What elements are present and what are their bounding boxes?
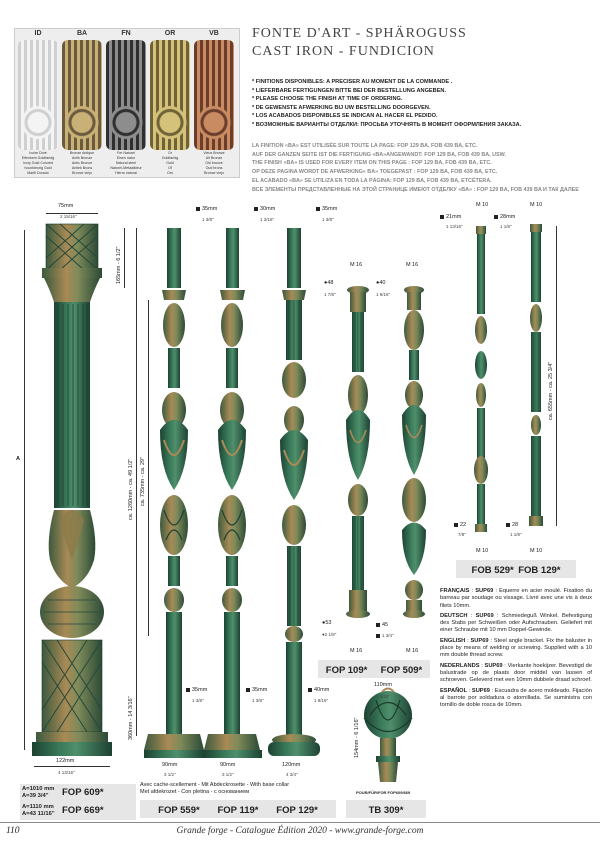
finish-desc-line: Oud brons: [205, 166, 223, 170]
fop119-bottom-in: 1 3/8": [252, 698, 264, 703]
fop509-d45: [376, 622, 388, 628]
finish-desc-line: Of: [168, 166, 172, 170]
fop509-d45-mm: 45: [382, 622, 389, 628]
ba-note: ВСЕ ЭЛЕМЕНТЫ ПРЕДСТАВЛЕННЫЕ НА ЭТОЙ СТРАНИЦЕ ИМЕЮТ ОТДЕЛКУ «BA» : FOP 129 BA, FOB 439 BA И ТАК ДАЛЕЕ: [252, 186, 579, 193]
dim-line: [24, 230, 25, 750]
fob529-code-box: [456, 560, 576, 578]
dim-line: [136, 636, 137, 736]
fop509-d45-in: [376, 633, 394, 638]
code-fob529: FOB 529*: [471, 565, 514, 576]
collar-caption-1: Avec cache-scellement - Mit Abdeckrosette - With base collar: [140, 782, 290, 788]
fop609-a4: A=43 11/16": [22, 811, 55, 817]
code-fop129: FOP 129*: [276, 805, 318, 816]
tb309-width-mm: 110mm: [374, 682, 392, 688]
fop559-bottom: [186, 687, 207, 693]
fop559-top: [196, 206, 217, 212]
finish-desc-line: Old bronze: [205, 161, 223, 165]
fop119-width-mm: 90mm: [220, 762, 236, 768]
finish-desc-line: Alt Bronze: [205, 156, 223, 160]
fop129-post: [268, 228, 320, 756]
desc-nl-lang: NEDERLANDS: [440, 662, 480, 669]
fop559-width-mm: 90mm: [162, 762, 178, 768]
fop509-d40: ●40: [376, 280, 386, 286]
finish-desc-line: Ivoorkleurig Gold: [24, 166, 52, 170]
fob529-d21: [440, 214, 461, 220]
code-fop509: FOP 509*: [380, 665, 423, 676]
fop609-bottom-mm: 122mm: [56, 758, 75, 764]
fop559-bottom-mm: 35mm: [192, 687, 208, 693]
desc-nl-ref: SUP69: [484, 662, 503, 669]
finish-swatch-or: [150, 40, 190, 150]
fob129-d28-mm: 28mm: [500, 214, 516, 220]
fob529-d21-mm: 21mm: [446, 214, 462, 220]
finish-desc-line: Elfenbein Goldfarbig: [21, 156, 55, 160]
desc-en-text: : Steel angle bracket. Fix the baluster in place by means of welding or screwing. Supplied with a 10 mm double thread screw.: [440, 637, 592, 659]
finish-code-fn: FN: [121, 30, 131, 37]
desc-de-ref: SUP69: [475, 612, 494, 619]
fop609-top-mm: 75mm: [58, 203, 74, 209]
fop109-post: [346, 286, 370, 618]
tb309-height: 154mm - 6 1/16": [354, 717, 360, 758]
finish-desc-line: Bronze Antique: [69, 151, 95, 155]
fop509-d40-in: 1 9/16": [376, 292, 391, 297]
ba-note: OP DEZE PAGINA WORDT DE AFWERKING« BA» TOEGEPAST : FOP 129 BA, FOB 439 BA, ETC.: [252, 169, 498, 176]
fop559-bottom-in: 1 3/8": [192, 698, 204, 703]
desc-nl: NEDERLANDS : SUP69 : Vierkante hoekijzer. Bevestigd de balustrade op de plaats door middel van lassen of schroeven. Geleverd met een 10mm dubbele draad schroef.: [440, 662, 592, 684]
finish-swatch-fn: [106, 40, 146, 150]
finish-code-ba: BA: [76, 30, 88, 37]
fop119-top-in: 1 3/16": [260, 217, 275, 222]
finish-desc-line: Ivoire Doré: [29, 151, 47, 155]
finish-desc-line: Oro: [167, 171, 173, 175]
finish-note: * DE GEWENSTE AFWERKING BIJ UW BESTELLING DOORGEVEN.: [252, 104, 431, 111]
tb309-caption: POUR/FÜR/FOR FOP609/669: [356, 790, 411, 795]
fob529-post: [474, 226, 488, 532]
title-cast-iron: CAST IRON - FUNDICION: [252, 44, 435, 59]
fob129-d28: [494, 214, 515, 220]
fop119-top: [254, 206, 275, 212]
finish-desc-line: Bronce viejo: [204, 171, 224, 175]
finish-note: * LOS ACABADOS DISPONIBLES SE INDICAN AL HACER EL PEDIDO.: [252, 113, 438, 120]
fop609-a2: A=39 3/4": [22, 793, 49, 799]
finish-note: * ВОЗМОЖНЫЕ ВАРИАНТЫ ОТДЕЛКИ: ПРОСЬБА УТОЧНЯТЬ В МОМЕНТ ОФОРМЛЕНИЯ ЗАКАЗА.: [252, 121, 522, 128]
sup69-descriptions: [440, 588, 592, 712]
fob129-m10-bottom: M 10: [530, 548, 543, 554]
fop109-d53-in-val: 2 1/8": [324, 632, 337, 637]
fop109-d53-in: ●2 1/8": [322, 632, 337, 637]
desc-de-lang: DEUTSCH: [440, 612, 468, 619]
fop509-post: [402, 286, 426, 618]
footer-text: Grande forge - Catalogue Édition 2020 - www.grande-forge.com: [176, 826, 424, 836]
fop119-bottom: [246, 687, 267, 693]
fop109-code-box: [318, 660, 430, 678]
fob529-d22: [454, 522, 466, 528]
fop559-top-mm: 35mm: [202, 206, 218, 212]
code-fop669: FOP 669*: [62, 805, 104, 816]
tb309-code-box: [346, 800, 426, 818]
desc-es-lang: ESPAÑOL: [440, 687, 468, 694]
finish-desc-fn: [103, 151, 149, 176]
fop129-width-mm: 120mm: [282, 762, 301, 768]
dim-1260: ca. 1260mm - ca. 49 1/2": [128, 458, 134, 520]
code-fop119: FOP 119*: [217, 805, 259, 816]
fop559-top-in: 1 3/8": [202, 217, 214, 222]
finish-desc-line: Or: [168, 151, 172, 155]
finish-desc-line: Vieux Bronze: [203, 151, 225, 155]
fob529-d21-in: 1 13/16": [446, 224, 463, 229]
fop609-post: [32, 224, 112, 756]
fop129-bottom-in: 1 9/16": [314, 698, 329, 703]
finish-desc-line: Antiek Brons: [71, 166, 93, 170]
dim-165: 165mm - 6 1/2": [116, 246, 122, 284]
fob129-d28-in: 1 1/8": [500, 224, 512, 229]
dim-735: ca. 735mm - ca. 29": [140, 456, 146, 506]
fop109-m16-bottom: M 16: [350, 648, 363, 654]
fop119-bottom-mm: 35mm: [252, 687, 268, 693]
collar-caption-2: Met afdekrozet - Con pletina - с основанием: [140, 789, 250, 795]
fop129-top: [316, 206, 337, 212]
ba-note: THE FINISH «BA» IS USED FOR EVERY ITEM ON THIS PAGE : FOP 129 BA, FOB 439 BA, ETC.: [252, 160, 492, 167]
ba-note: EL ACABADO «BA» SE UTILIZA EN TODA LA PÁGINA: FOP 129 BA, FOB 439 BA, ETCÉTERA.: [252, 177, 492, 184]
desc-de: DEUTSCH : SUP69 : Schmiedeguß Winkel. Befestigung des Stabs per Schweißen oder Aufschrauben. Geliefert mit einer Schraube mit 10 mm Doppel-Gewinde.: [440, 612, 592, 634]
code-fop559: FOP 559*: [158, 805, 200, 816]
fop609-bottom-in: 4 13/16": [58, 770, 75, 775]
fop609-a1: A=1010 mm: [22, 786, 55, 792]
finish-swatch-id: [18, 40, 58, 150]
desc-fr-text: : Equerre en acier moulé. Fixation du barreau par soudage ou vissage. Livré avec une vis à deux filets 10mm.: [440, 588, 592, 609]
finish-note: * LIEFERBARE FERTIGUNGEN BITTE BEI DER BESTELLUNG ANGEBEN.: [252, 87, 447, 94]
fop609-a-values: [22, 786, 55, 818]
fop129-width-in: 4 3/4": [286, 772, 298, 777]
finish-desc-line: Goldfarbig: [161, 156, 179, 160]
fop129-bottom-mm: 40mm: [314, 687, 330, 693]
dim-line: [124, 228, 125, 288]
finish-desc-line: Natural steel: [115, 161, 137, 165]
desc-es-text: : Escuadra de acero moldeado. Fijación al barrote por soldadura o atornillada. Se suministra con tornillo de doble rosca de 10mm.: [440, 687, 592, 709]
finish-desc-line: Ivory Gold Colored: [23, 161, 53, 165]
fop559-post: [144, 228, 204, 758]
finish-swatch-ba: [62, 40, 102, 150]
finish-desc-line: Fer Naturel: [117, 151, 135, 155]
page-number: 110: [6, 826, 20, 836]
fob529-d22-mm: 22: [460, 522, 467, 528]
desc-fr: FRANÇAIS : SUP69 : Equerre en acier moulé. Fixation du barreau par soudage ou vissage. Livré avec une vis à deux filets 10mm.: [440, 588, 592, 609]
fop509-d45-in-val: 1 3/4": [382, 633, 394, 638]
desc-de-text: : Schmiedeguß Winkel. Befestigung des Stabs per Schweißen oder Aufschrauben. Geliefert mit einer Schraube mit 10 mm Doppel-Gewinde.: [440, 612, 592, 634]
desc-es-ref: SUP69: [471, 687, 490, 694]
fop609-height-label: A: [16, 456, 20, 462]
fop609-a3: A=1110 mm: [22, 804, 54, 810]
finish-desc-or: [147, 151, 193, 176]
fob129-post: [529, 224, 543, 526]
dim-line: [148, 300, 149, 636]
fob129-d28b: [506, 522, 518, 528]
finish-desc-vb: [191, 151, 237, 176]
fob529-m10-bottom: M 10: [476, 548, 489, 554]
finish-desc-line: Bronce viejo: [72, 171, 92, 175]
ba-note: LA FINITION «BA» EST UTILISÉE SUR TOUTE LA PAGE: FOP 129 BA, FOB 439 BA, ETC.: [252, 143, 478, 149]
tb309-width-in: 4 5/16": [376, 694, 391, 699]
finish-code-vb: VB: [209, 30, 219, 37]
dim-360: 360mm - 14 3/16": [128, 696, 134, 740]
dim-line: [556, 226, 557, 526]
finish-code-id: ID: [34, 30, 42, 37]
fop609-top-in: 2 15/16": [60, 214, 77, 219]
finish-desc-id: [15, 151, 61, 176]
desc-nl-text: : Vierkante hoekijzer. Bevestigd de balustrade op de plaats door middel van lassen of schroeven. Geleverd met een 10mm dubbele draad schroef.: [440, 662, 592, 684]
fop119-post: [204, 228, 262, 758]
fob129-d28b-mm: 28: [512, 522, 519, 528]
fop129-top-in: 1 3/8": [322, 217, 334, 222]
fop119-width-in: 3 1/2": [222, 772, 234, 777]
desc-en: ENGLISH : SUP69 : Steel angle bracket. Fix the baluster in place by means of welding or screwing. Supplied with a 10 mm double thread screw.: [440, 637, 592, 659]
posts3-code-box: [140, 800, 336, 818]
fop119-top-mm: 30mm: [260, 206, 276, 212]
finish-desc-line: Marfil Dorado: [27, 171, 49, 175]
fop509-d40-mm: 40: [379, 280, 386, 286]
fop109-m16-top: M 16: [350, 262, 363, 268]
fop109-d53-mm: 53: [325, 620, 332, 626]
footer-rule: [0, 822, 600, 823]
fob529-d22-in: 7/8": [458, 532, 466, 537]
code-fop609: FOP 609*: [62, 787, 104, 798]
fob129-d28b-in: 1 1/8": [510, 532, 522, 537]
dim-line: [34, 766, 110, 767]
fob129-m10-top: M 10: [530, 202, 543, 208]
tb309-finial: [364, 689, 412, 783]
fop129-bottom: [308, 687, 329, 693]
finish-desc-line: Antic Bronze: [71, 161, 93, 165]
desc-fr-ref: SUP69: [475, 588, 494, 594]
desc-en-ref: SUP69: [470, 637, 489, 644]
fob529-m10-top: M 10: [476, 202, 489, 208]
dim-line: [136, 228, 137, 636]
fop509-m16-bottom: M 16: [406, 648, 419, 654]
code-fob129: FOB 129*: [518, 565, 561, 576]
code-fop109: FOP 109*: [325, 665, 368, 676]
fop109-d48-mm: 48: [327, 280, 334, 286]
desc-fr-lang: FRANÇAIS: [440, 588, 470, 594]
fop559-width-in: 3 1/2": [164, 772, 176, 777]
desc-es: ESPAÑOL : SUP69 : Escuadra de acero moldeado. Fijación al barrote por soldadura o atornillada. Se suministra con tornillo de doble rosca de 10mm.: [440, 687, 592, 709]
finish-note: * FINITIONS DISPONIBLES: A PRECISER AU MOMENT DE LA COMMANDE .: [252, 79, 453, 85]
ba-note: AUF DER GANZEN SEITE IST DIE FERTIGUNG «BA»ANGEWANDT: FOP 129 BA, FOB 439 BA, USW.: [252, 151, 506, 158]
finish-desc-ba: [59, 151, 105, 176]
fop109-d48-in: 1 7/8": [324, 292, 336, 297]
finish-desc-line: Hierro natural: [115, 171, 137, 175]
finish-desc-line: Naturel-Metaalkleur: [110, 166, 142, 170]
finish-desc-line: Gold: [166, 161, 174, 165]
code-tb309: TB 309*: [368, 805, 404, 816]
finish-code-or: OR: [164, 30, 176, 37]
finish-desc-line: Eisen natur: [116, 156, 136, 160]
desc-en-lang: ENGLISH: [440, 637, 466, 644]
collar-caption: [140, 782, 289, 796]
fop509-m16-top: M 16: [406, 262, 419, 268]
finish-swatch-vb: [194, 40, 234, 150]
title-fonte-dart: FONTE D'ART - SPHÄROGUSS: [252, 26, 467, 41]
fop129-top-mm: 35mm: [322, 206, 338, 212]
dim-655: ca. 655mm - ca. 25 3/4": [548, 361, 554, 420]
finish-note: * PLEASE CHOOSE THE FINISH AT TIME OF ORDERING.: [252, 96, 403, 103]
finish-desc-line: Antik Bronze: [71, 156, 93, 160]
fop109-d48: ●48: [324, 280, 334, 286]
fop109-d53: ●53: [322, 620, 332, 626]
